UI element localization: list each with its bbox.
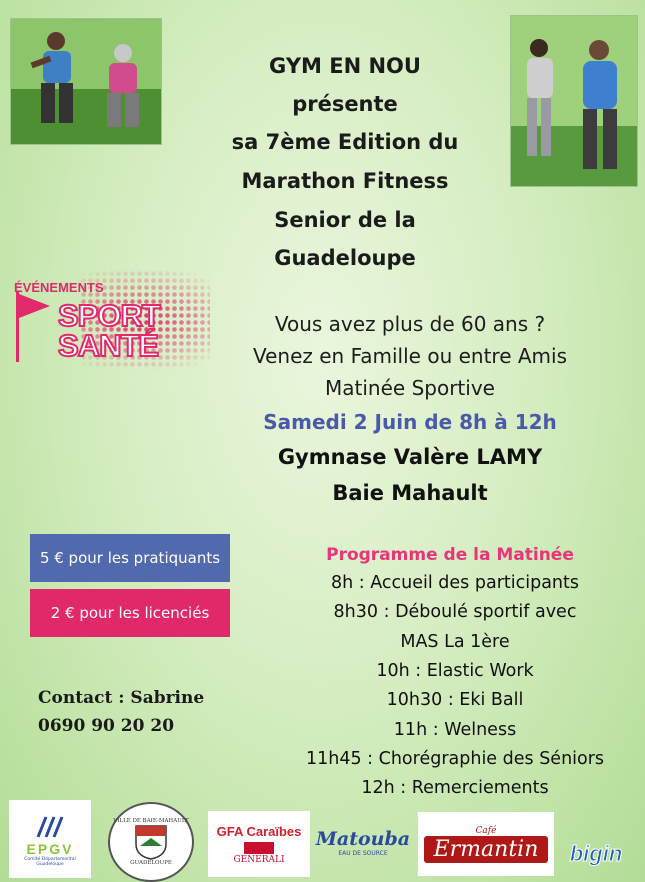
event-venue: Gymnase Valère LAMY bbox=[277, 445, 543, 469]
epgv-logo bbox=[9, 800, 91, 878]
seniors-stretching-photo bbox=[10, 18, 162, 145]
event-city: Baie Mahault bbox=[332, 481, 488, 505]
program-item bbox=[270, 749, 640, 769]
sport-sante-logo bbox=[10, 270, 210, 370]
ermantin-name: Ermantin bbox=[424, 836, 549, 863]
price-practitioners-badge: 5 € pour les pratiquants bbox=[30, 534, 230, 582]
program-item-label: MAS La 1ère bbox=[400, 631, 510, 652]
header-title-line-3: sa 7ème Edition du bbox=[231, 130, 459, 154]
program-item bbox=[270, 573, 640, 593]
matouba-sub: EAU DE SOURCE bbox=[338, 850, 388, 857]
program-item-label: Eki Ball bbox=[459, 690, 524, 711]
epgv-figure-icon bbox=[30, 811, 70, 841]
contact-phone: 0690 90 20 20 bbox=[38, 716, 175, 736]
info-question: Vous avez plus de 60 ans ? bbox=[274, 312, 546, 336]
program-item-time: 8h bbox=[330, 573, 354, 593]
baie-mahault-logo bbox=[108, 802, 194, 882]
program-item-separator: : bbox=[378, 602, 396, 623]
program-item-label: Elastic Work bbox=[426, 660, 534, 681]
program-item-time: 11h45 bbox=[305, 748, 362, 769]
generali-lion-icon bbox=[242, 839, 276, 855]
program-item-time: 12h bbox=[361, 778, 395, 799]
program-item-separator: : bbox=[394, 778, 412, 799]
program-item-separator: : bbox=[427, 719, 445, 740]
event-date: Samedi 2 Juin de 8h à 12h bbox=[263, 410, 557, 434]
epgv-name: EPGV bbox=[26, 841, 74, 857]
program-item bbox=[270, 661, 640, 681]
program-item-separator: : bbox=[361, 748, 379, 769]
info-invite: Venez en Famille ou entre Amis bbox=[252, 344, 568, 368]
price-licensed-badge: 2 € pour les licenciés bbox=[30, 589, 230, 637]
program-item-separator: : bbox=[442, 690, 460, 711]
program-item bbox=[270, 778, 640, 798]
info-matinee: Matinée Sportive bbox=[325, 376, 495, 400]
epgv-sub: Comité Départemental Guadeloupe bbox=[24, 857, 76, 867]
header-title-line-1: GYM EN NOU bbox=[269, 54, 421, 78]
program-title: Programme de la Matinée bbox=[326, 545, 574, 565]
program-item-label: Accueil des participants bbox=[370, 573, 579, 593]
seniors-jogging-photo bbox=[510, 15, 638, 187]
program-item-label: Remerciements bbox=[411, 778, 549, 799]
program-item-separator: : bbox=[409, 660, 427, 681]
program-item bbox=[270, 632, 640, 652]
program-item-label: Chorégraphie des Séniors bbox=[378, 748, 605, 769]
bigin-name: bigin bbox=[569, 841, 623, 866]
bigin-logo bbox=[562, 834, 630, 874]
sport-sante-top-label: ÉVÉNEMENTS bbox=[14, 280, 104, 295]
sport-sante-word-sante: SANTÉ bbox=[58, 328, 159, 363]
program-item-time: 10h30 bbox=[386, 690, 443, 711]
header-title-line-5: Senior de la bbox=[274, 208, 416, 232]
matouba-name: Matouba bbox=[315, 828, 411, 850]
gfa-sub: GENERALI bbox=[233, 854, 285, 865]
flag-pole bbox=[16, 292, 19, 362]
program-item-time: 11h bbox=[393, 719, 428, 740]
header-title-line-6: Guadeloupe bbox=[274, 246, 416, 270]
program-item-label: Welness bbox=[444, 719, 517, 740]
baie-mahault-bottom: GUADELOUPE bbox=[130, 860, 172, 866]
gfa-caraibes-logo bbox=[208, 811, 310, 877]
coat-of-arms-icon bbox=[134, 824, 168, 860]
program-item bbox=[270, 720, 640, 740]
program-item-separator: : bbox=[353, 573, 371, 593]
header-title-line-2: présente bbox=[292, 92, 398, 116]
contact-name: Contact : Sabrine bbox=[38, 688, 205, 708]
gfa-name: GFA Caraïbes bbox=[216, 823, 302, 839]
flag-icon bbox=[19, 294, 50, 318]
cafe-ermantin-logo bbox=[418, 812, 554, 876]
matouba-logo bbox=[315, 828, 411, 876]
program-item bbox=[270, 690, 640, 710]
program-item bbox=[270, 602, 640, 622]
header-title-line-4: Marathon Fitness bbox=[241, 169, 449, 193]
program-item-time: 8h30 bbox=[333, 602, 379, 623]
program-item-time: 10h bbox=[376, 660, 410, 681]
baie-mahault-top: VILLE DE BAIE-MAHAULT bbox=[113, 818, 189, 824]
program-item-label: Déboulé sportif avec bbox=[395, 602, 577, 623]
sport-sante-word-sport: SPORT bbox=[58, 298, 160, 333]
ermantin-top: Café bbox=[475, 825, 497, 836]
